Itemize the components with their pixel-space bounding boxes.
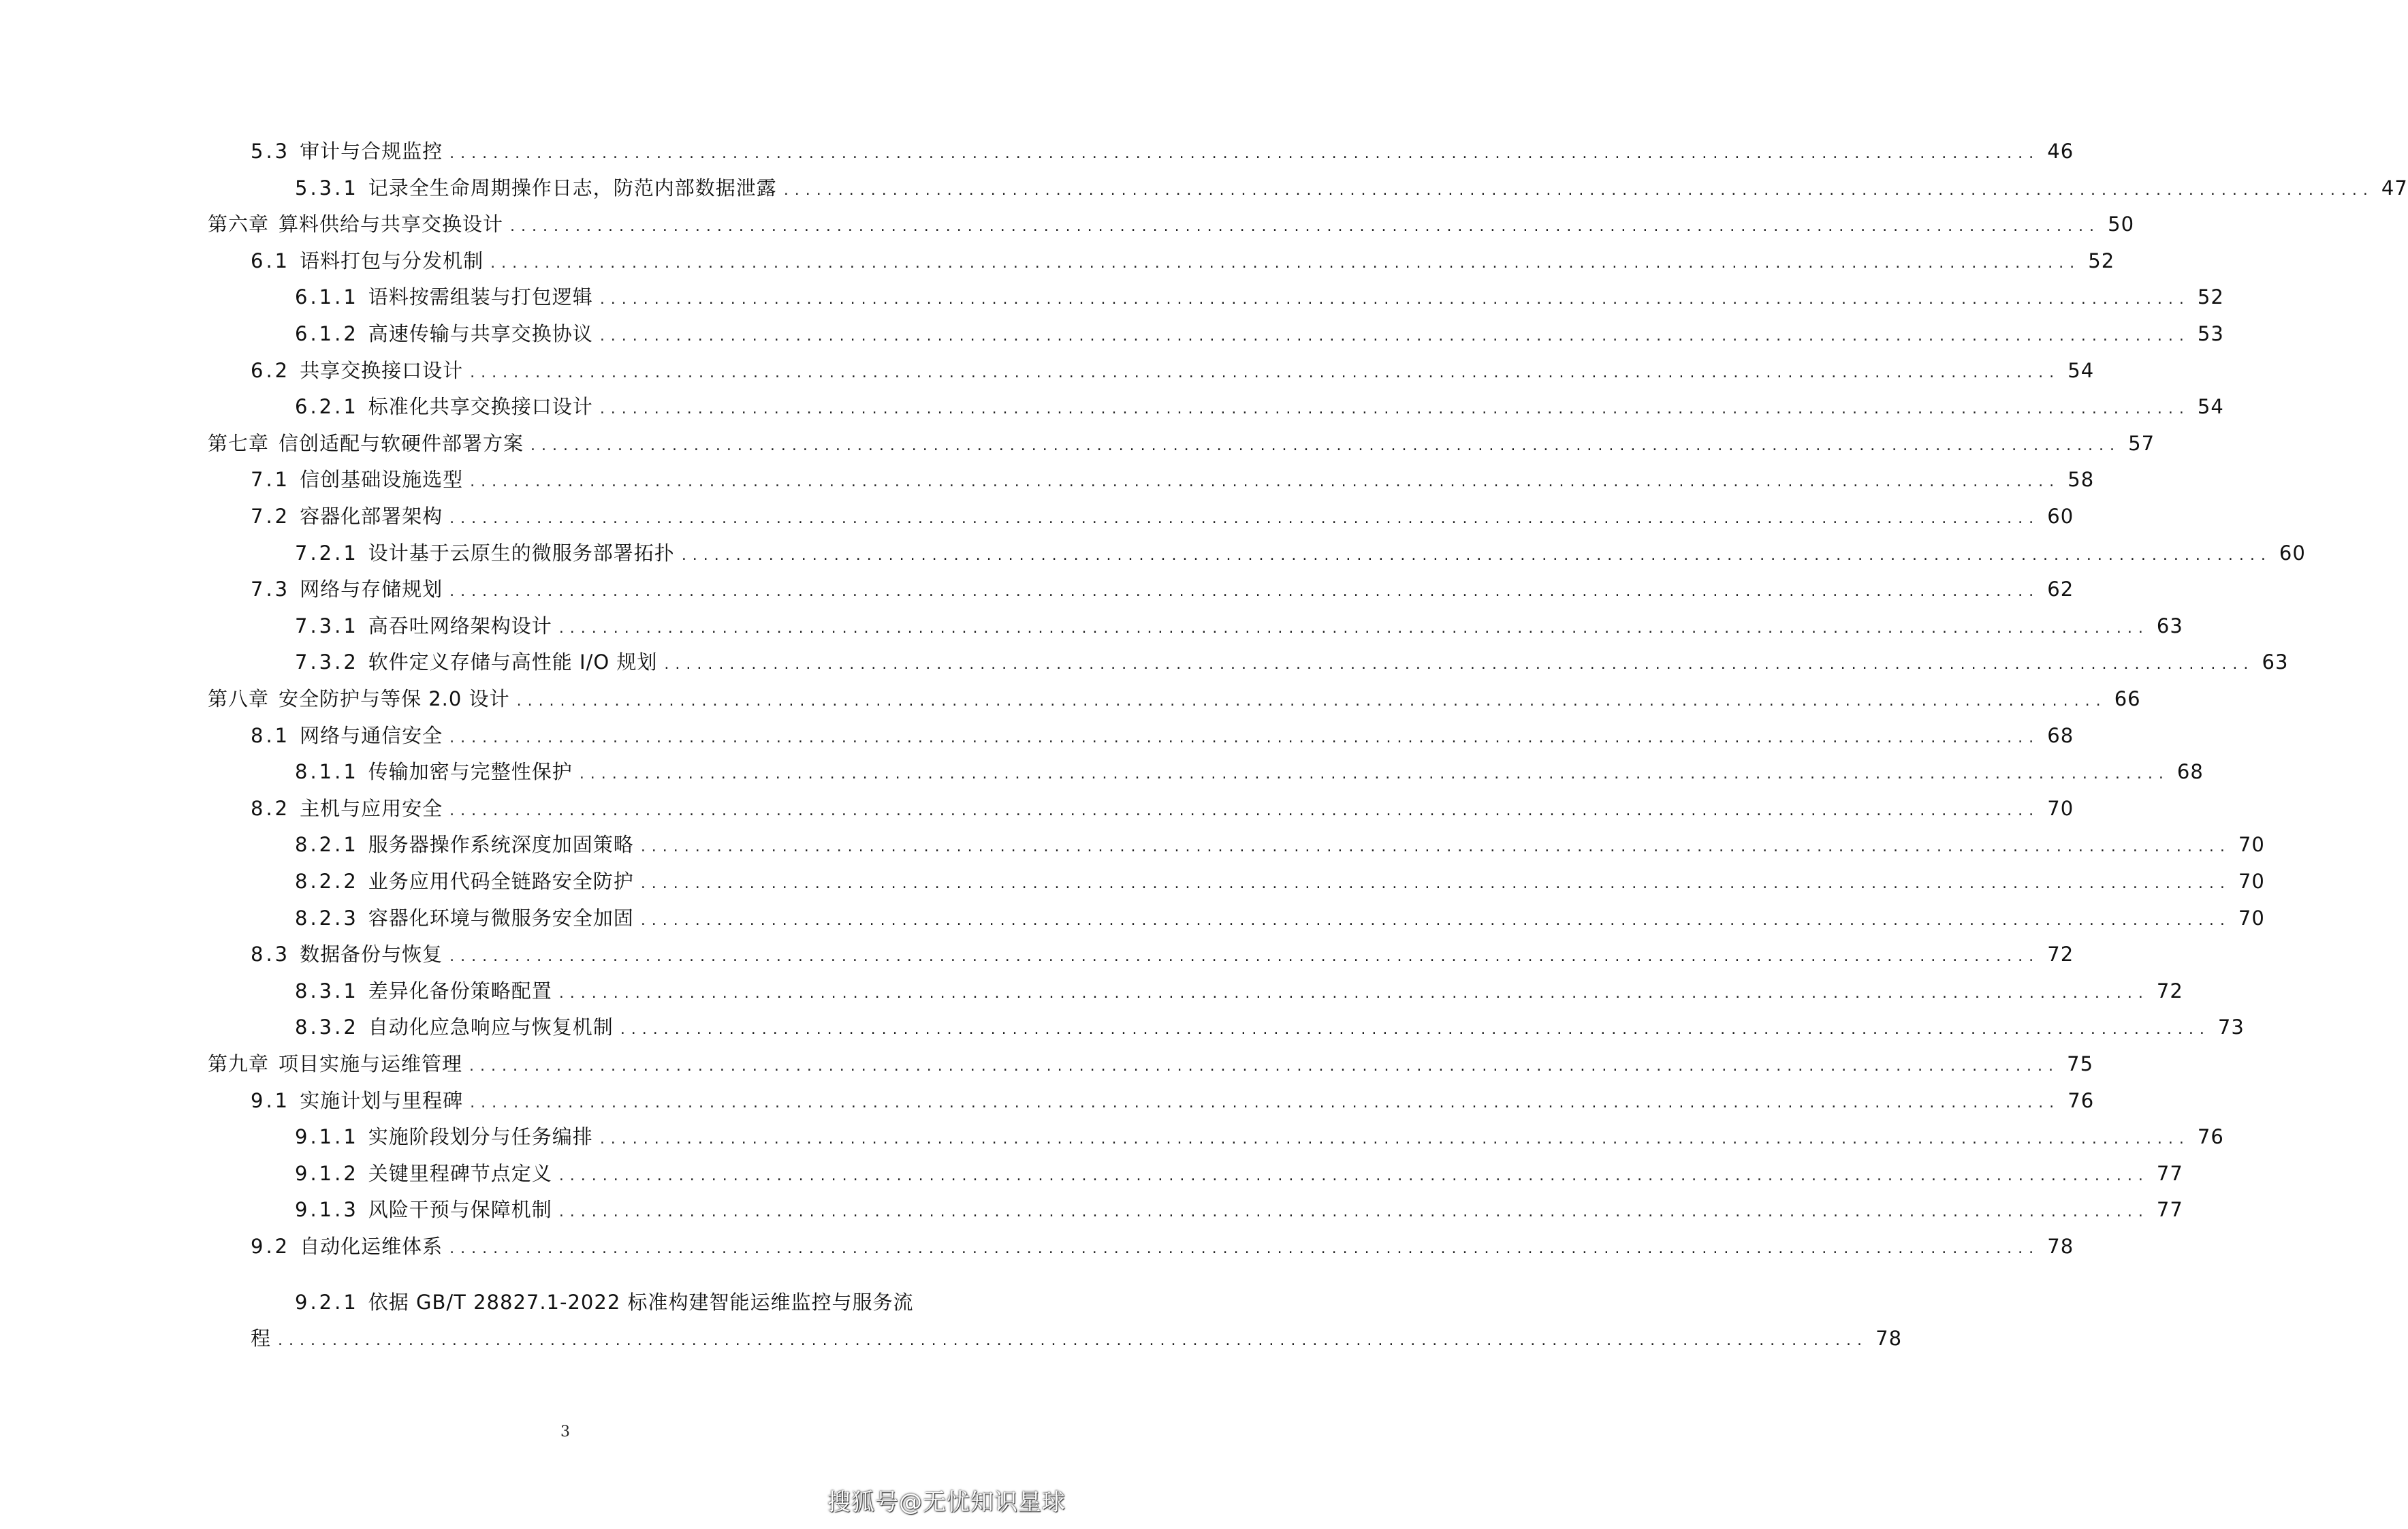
toc-entry-page: 57 xyxy=(2128,432,2155,455)
toc-entry-number: 5.3.1 xyxy=(295,176,359,200)
toc-entry-page: 54 xyxy=(2068,359,2095,382)
toc-entry-number: 7.2.1 xyxy=(295,541,359,565)
toc-entry xyxy=(251,576,2074,603)
toc-leader-dots: .................................................................................................................................................. xyxy=(640,838,2231,855)
toc-entry-number: 第七章 xyxy=(208,432,270,455)
toc-entry xyxy=(295,1160,2183,1187)
toc-entry-9-2-1-line1 xyxy=(295,1289,923,1316)
toc-leader-dots: .................................................................................................................................................. xyxy=(449,145,2040,162)
toc-entry-page: 52 xyxy=(2088,249,2115,272)
toc-entry-number: 9.1.2 xyxy=(295,1162,359,1185)
toc-entry-title: 风险干预与保障机制 xyxy=(368,1198,552,1221)
toc-entry-number: 6.1.1 xyxy=(295,285,359,309)
toc-entry-title: 软件定义存储与高性能 I/O 规划 xyxy=(368,650,658,674)
toc-entry-number: 7.3 xyxy=(251,578,291,601)
toc-entry-number: 9.2.1 xyxy=(295,1291,359,1314)
toc-entry xyxy=(208,685,2141,712)
toc-entry-number: 8.2.2 xyxy=(295,870,359,893)
toc-entry-title: 依据 GB/T 28827.1-2022 标准构建智能运维监控与服务流 xyxy=(368,1291,914,1314)
watermark: 搜狐号@无忧知识星球 xyxy=(827,1489,1066,1516)
toc-entry xyxy=(251,941,2074,968)
toc-entry-number: 第九章 xyxy=(208,1052,270,1075)
toc-entry-number: 6.2.1 xyxy=(295,395,359,418)
toc-entry xyxy=(295,174,2408,202)
toc-entry xyxy=(295,393,2224,420)
toc-entry-title: 记录全生命周期操作日志，防范内部数据泄露 xyxy=(368,176,777,200)
toc-leader-dots: .................................................................................................................................................. xyxy=(558,1203,2149,1220)
toc-leader-dots: .................................................................................................................................................. xyxy=(599,328,2190,345)
toc-entry-page: 50 xyxy=(2108,212,2135,236)
toc-entry-title: 设计基于云原生的微服务部署拓扑 xyxy=(368,541,675,565)
toc-entry-page: 53 xyxy=(2197,322,2224,345)
toc-leader-dots: .................................................................................................................................................. xyxy=(470,473,2061,490)
toc-entry-number: 9.1 xyxy=(251,1089,291,1112)
toc-leader-dots: .................................................................................................................................................. xyxy=(449,510,2040,527)
toc-entry-title: 实施计划与里程碑 xyxy=(300,1089,464,1112)
toc-entry xyxy=(208,210,2135,238)
toc-entry-title: 审计与合规监控 xyxy=(300,140,443,163)
toc-leader-dots: .................................................................................................................................................. xyxy=(579,766,2170,783)
toc-entry-page: 47 xyxy=(2381,176,2408,200)
toc-leader-dots: .................................................................................................................................................. xyxy=(449,948,2040,965)
toc-entry-page: 72 xyxy=(2047,943,2074,966)
toc-entry xyxy=(295,1123,2224,1150)
toc-entry xyxy=(295,648,2289,676)
toc-entry-page: 78 xyxy=(1875,1327,1903,1350)
toc-entry-number: 9.2 xyxy=(251,1235,291,1258)
toc-entry-title: 实施阶段划分与任务编排 xyxy=(368,1125,593,1148)
toc-entry xyxy=(208,1050,2094,1077)
toc-entry-page: 66 xyxy=(2114,687,2141,710)
toc-entry-number: 8.3.2 xyxy=(295,1015,359,1039)
toc-leader-dots: .................................................................................................................................................. xyxy=(620,1021,2211,1038)
toc-leader-dots: .................................................................................................................................................. xyxy=(469,1058,2060,1075)
toc-entry-title: 数据备份与恢复 xyxy=(300,943,443,966)
toc-entry-title: 自动化运维体系 xyxy=(300,1235,443,1258)
toc-entry-number: 8.1.1 xyxy=(295,760,359,783)
toc-entry-page: 52 xyxy=(2197,285,2224,309)
toc-leader-dots: .................................................................................................................................................. xyxy=(510,218,2101,235)
toc-entry-page: 54 xyxy=(2197,395,2224,418)
toc-entry-page: 75 xyxy=(2067,1052,2094,1075)
toc-leader-dots: .................................................................................................................................................. xyxy=(278,1332,1869,1349)
toc-leader-dots: .................................................................................................................................................. xyxy=(558,1167,2149,1184)
toc-entry xyxy=(295,977,2183,1005)
toc-entry-page: 63 xyxy=(2156,614,2183,637)
toc-entry-page: 46 xyxy=(2047,140,2074,163)
toc-entry-number: 7.2 xyxy=(251,505,291,528)
toc-entry xyxy=(295,539,2306,567)
toc-entry-title: 语料打包与分发机制 xyxy=(300,249,484,272)
toc-leader-dots: .................................................................................................................................................. xyxy=(516,693,2107,710)
toc-entry-title: 差异化备份策略配置 xyxy=(368,979,552,1003)
toc-leader-dots: .................................................................................................................................................. xyxy=(599,291,2190,308)
toc-entry-title: 网络与存储规划 xyxy=(300,578,443,601)
toc-entry-9-2-1-line2 xyxy=(251,1325,1903,1355)
toc-entry xyxy=(295,1013,2245,1041)
toc-entry-number: 8.3.1 xyxy=(295,979,359,1003)
toc-entry-title: 标准化共享交换接口设计 xyxy=(368,395,593,418)
toc-entry xyxy=(295,1196,2183,1223)
toc-entry xyxy=(251,1087,2095,1114)
toc-entry xyxy=(251,722,2074,749)
toc-entry-page: 73 xyxy=(2217,1015,2245,1039)
toc-entry-number: 7.1 xyxy=(251,468,291,491)
toc-leader-dots: .................................................................................................................................................. xyxy=(783,182,2374,199)
toc-entry xyxy=(295,868,2265,895)
toc-entry xyxy=(208,430,2155,457)
toc-entry-title: 传输加密与完整性保护 xyxy=(368,760,573,783)
toc-entry xyxy=(295,612,2183,640)
toc-entry-number: 7.3.1 xyxy=(295,614,359,637)
toc-entry-page: 68 xyxy=(2047,724,2074,747)
toc-entry-page: 77 xyxy=(2156,1198,2183,1221)
toc-entry-title-continued: 程 xyxy=(251,1327,272,1350)
toc-leader-dots: .................................................................................................................................................. xyxy=(449,583,2040,600)
toc-entry-number: 7.3.2 xyxy=(295,650,359,674)
toc-entry xyxy=(295,320,2224,347)
toc-entry-title: 信创适配与软硬件部署方案 xyxy=(279,432,524,455)
toc-entry-number: 第八章 xyxy=(208,687,270,710)
toc-leader-dots: .................................................................................................................................................. xyxy=(490,255,2081,272)
toc-entry-title: 共享交换接口设计 xyxy=(300,359,464,382)
toc-leader-dots: .................................................................................................................................................. xyxy=(530,437,2121,454)
toc-entry-number: 5.3 xyxy=(251,140,291,163)
toc-leader-dots: .................................................................................................................................................. xyxy=(599,1131,2190,1148)
toc-entry-title: 安全防护与等保 2.0 设计 xyxy=(279,687,510,710)
toc-leader-dots: .................................................................................................................................................. xyxy=(640,875,2231,892)
toc-entry-page: 78 xyxy=(2047,1235,2074,1258)
toc-entry-title: 算料供给与共享交换设计 xyxy=(279,212,504,236)
toc-leader-dots: .................................................................................................................................................. xyxy=(664,656,2255,673)
toc-leader-dots: .................................................................................................................................................. xyxy=(599,400,2190,417)
toc-entry-number: 6.2 xyxy=(251,359,291,382)
toc-entry-number: 8.1 xyxy=(251,724,291,747)
toc-entry-title: 项目实施与运维管理 xyxy=(279,1052,463,1075)
toc-entry-title: 容器化环境与微服务安全加固 xyxy=(368,907,634,930)
toc-entry-number: 8.2.3 xyxy=(295,907,359,930)
toc-entry xyxy=(295,283,2224,311)
toc-entry-title: 高吞吐网络架构设计 xyxy=(368,614,552,637)
toc-entry-number: 8.3 xyxy=(251,943,291,966)
toc-leader-dots: .................................................................................................................................................. xyxy=(640,912,2231,929)
toc-entry-number: 9.1.1 xyxy=(295,1125,359,1148)
toc-entry-number: 6.1.2 xyxy=(295,322,359,345)
toc-entry-title: 自动化应急响应与恢复机制 xyxy=(368,1015,614,1039)
toc-leader-dots: .................................................................................................................................................. xyxy=(558,620,2149,637)
toc-leader-dots: .................................................................................................................................................. xyxy=(449,802,2040,819)
toc-entry-number: 9.1.3 xyxy=(295,1198,359,1221)
toc-entry-title: 业务应用代码全链路安全防护 xyxy=(368,870,634,893)
toc-entry-page: 70 xyxy=(2238,833,2265,856)
toc-entry-page: 70 xyxy=(2238,907,2265,930)
toc-entry-title: 主机与应用安全 xyxy=(300,797,443,820)
toc-entry-page: 70 xyxy=(2238,870,2265,893)
toc-entry-number: 6.1 xyxy=(251,249,291,272)
toc-leader-dots: .................................................................................................................................................. xyxy=(470,1094,2061,1112)
toc-entry-title: 容器化部署架构 xyxy=(300,505,443,528)
toc-entry-page: 76 xyxy=(2068,1089,2095,1112)
toc-entry-number: 8.2 xyxy=(251,797,291,820)
toc-entry-page: 72 xyxy=(2156,979,2183,1003)
toc-leader-dots: .................................................................................................................................................. xyxy=(449,1240,2040,1257)
toc-leader-dots: .................................................................................................................................................. xyxy=(470,364,2061,381)
toc-entry-page: 58 xyxy=(2068,468,2095,491)
toc-entry xyxy=(251,795,2074,822)
toc-leader-dots: .................................................................................................................................................. xyxy=(681,547,2272,564)
toc-entry xyxy=(251,503,2074,530)
toc-entry-title: 高速传输与共享交换协议 xyxy=(368,322,593,345)
toc-entry xyxy=(295,904,2265,932)
toc-entry-page: 60 xyxy=(2279,541,2306,565)
toc-entry xyxy=(295,758,2204,785)
toc-entry-number: 8.2.1 xyxy=(295,833,359,856)
toc-leader-dots: .................................................................................................................................................. xyxy=(558,985,2149,1002)
toc-entry-title: 网络与通信安全 xyxy=(300,724,443,747)
toc-entry-title: 关键里程碑节点定义 xyxy=(368,1162,552,1185)
toc-entry-page: 60 xyxy=(2047,505,2074,528)
toc-entry xyxy=(251,466,2095,493)
toc-entry-page: 77 xyxy=(2156,1162,2183,1185)
toc-entry xyxy=(295,831,2265,858)
toc-entry xyxy=(251,1233,2074,1260)
toc-entry-title: 信创基础设施选型 xyxy=(300,468,464,491)
toc-entry-page: 62 xyxy=(2047,578,2074,601)
toc-entry xyxy=(251,247,2115,274)
toc-entry-number: 第六章 xyxy=(208,212,270,236)
toc-entry xyxy=(251,138,2074,165)
toc-leader-dots: .................................................................................................................................................. xyxy=(449,729,2040,746)
toc-entry xyxy=(251,357,2095,384)
toc-entry-page: 63 xyxy=(2262,650,2289,674)
toc-entry-title: 语料按需组装与打包逻辑 xyxy=(368,285,593,309)
toc-entry-page: 70 xyxy=(2047,797,2074,820)
page-number: 3 xyxy=(560,1423,570,1440)
toc-entry-page: 76 xyxy=(2197,1125,2224,1148)
toc-entry-title: 服务器操作系统深度加固策略 xyxy=(368,833,634,856)
toc-entry-page: 68 xyxy=(2176,760,2204,783)
